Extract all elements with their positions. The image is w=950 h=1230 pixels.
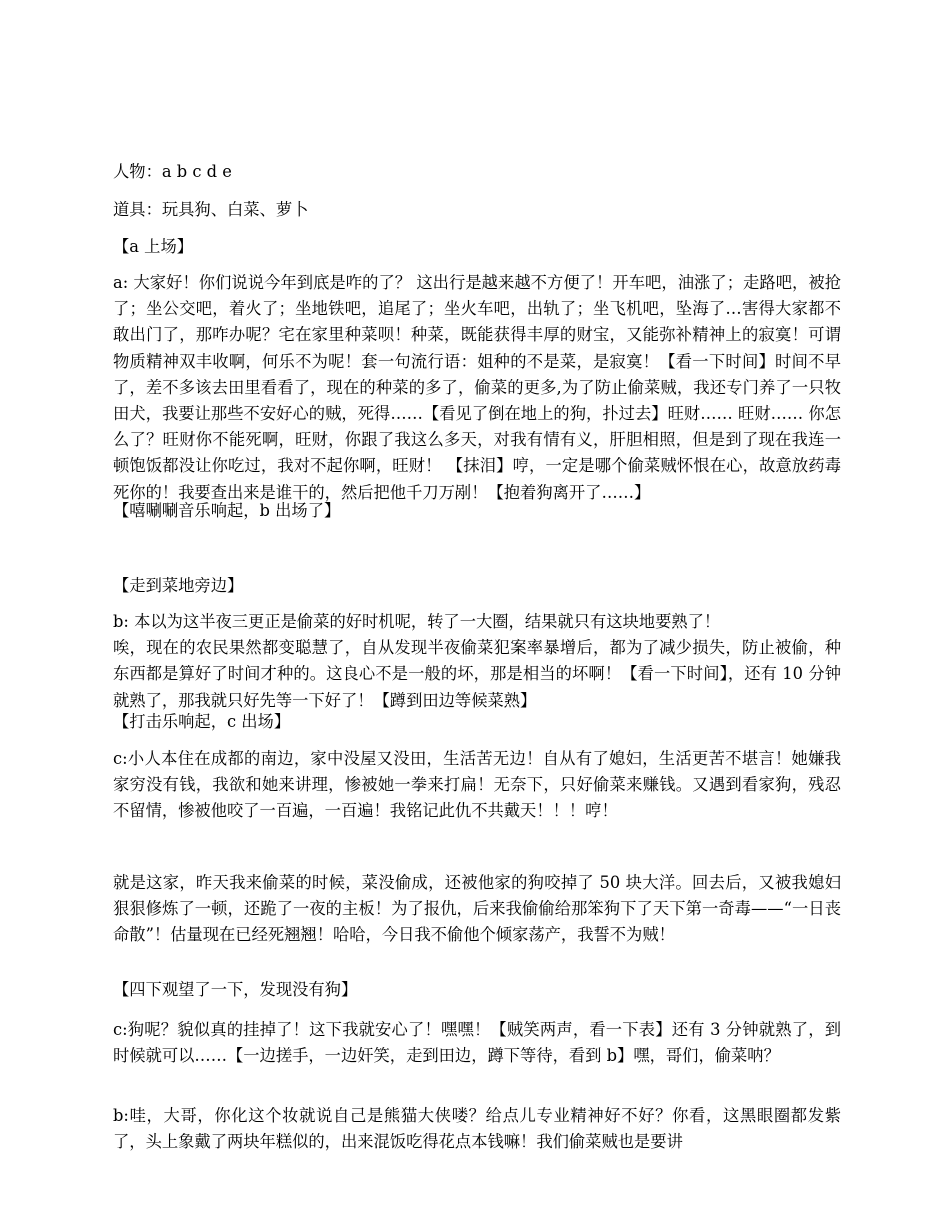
- characters-line: 人物：a b c d e: [113, 162, 232, 181]
- stage-direction: 【走到菜地旁边】: [113, 576, 244, 595]
- dialogue-b: b: 本以为这半夜三更正是偷菜的好时机呢，转了一大圈，结果就只有这块地要熟了！ 唉，现在的农民果然都变聪慧了，自从发现半夜偷菜犯案率暴增后，都为了减少损失，防止被偷，种东西都是算好了时间才种的。这良心不是一般的坏，那是相当的坏啊！【看一下时间】，还有 10 分钟就熟了，那我就只好先等一下好了！【蹲到田边等候菜熟】: [113, 612, 841, 710]
- stage-direction: 【嘻唰唰音乐响起，b 出场了】: [113, 501, 341, 520]
- dialogue-c-continued: 就是这家，昨天我来偷菜的时候，菜没偷成，还被他家的狗咬掉了 50 块大洋。回去后，又被我媳妇狠狠修炼了一顿，还跪了一夜的主板！为了报仇，后来我偷偷给那笨狗下了天下第一奇毒——“一日丧命散”！估量现在已经死翘翘！哈哈，今日我不偷他个倾家荡产，我誓不为贼！: [113, 873, 841, 945]
- dialogue-a: a: 大家好！你们说说今年到底是咋的了？ 这出行是越来越不方便了！开车吧，油涨了；走路吧，被抢了；坐公交吧，着火了；坐地铁吧，追尾了；坐火车吧，出轨了；坐飞机吧，坠海了…害得大家都不敢出门了，那咋办呢？宅在家里种菜呗！种菜，既能获得丰厚的财宝，又能弥补精神上的寂寞！可谓物质精神双丰收啊，何乐不为呢！套一句流行语：姐种的不是菜，是寂寞！【看一下时间】时间不早了，差不多该去田里看看了，现在的种菜的多了，偷菜的更多,为了防止偷菜贼，我还专门养了一只牧田犬，我要让那些不安好心的贼，死得……【看见了倒在地上的狗，扑过去】旺财…… 旺财…… 你怎么了？旺财你不能死啊，旺财，你跟了我这么多天，对我有情有义，肝胆相照，但是到了现在我连一顿饱饭都没让你吃过，我对不起你啊，旺财！ 【抹泪】哼，一定是哪个偷菜贼怀恨在心，故意放药毒死你的！我要查出来是谁干的，然后把他千刀万剐！【抱着狗离开了……】: [113, 273, 841, 502]
- stage-direction: 【a 上场】: [113, 237, 194, 256]
- dialogue-c: c:小人本住在成都的南边，家中没屋又没田，生活苦无边！自从有了媳妇，生活更苦不堪言！她嫌我家穷没有钱，我欲和她来讲理，惨被她一拳来打扁！无奈下，只好偷菜来赚钱。又遇到看家狗，残忍不留情，惨被他咬了一百遍，一百遍！我铭记此仇不共戴天！！！哼！: [113, 749, 841, 821]
- stage-direction: 【四下观望了一下，发现没有狗】: [113, 980, 358, 999]
- dialogue-b-2: b:哇，大哥，你化这个妆就说自己是熊猫大侠喽？给点儿专业精神好不好？你看，这黑眼圈都发紫了，头上象戴了两块年糕似的，出来混饭吃得花点本钱嘛！我们偷菜贼也是要讲: [113, 1106, 841, 1152]
- dialogue-c-2: c:狗呢？貌似真的挂掉了！这下我就安心了！嘿嘿！【贼笑两声，看一下表】还有 3 分钟就熟了，到时候就可以……【一边搓手，一边奸笑，走到田边，蹲下等待，看到 b】嘿，哥们，偷菜呐？: [113, 1020, 841, 1066]
- stage-direction: 【打击乐响起，c 出场】: [113, 712, 291, 731]
- props-line: 道具：玩具狗、白菜、萝卜: [113, 200, 309, 219]
